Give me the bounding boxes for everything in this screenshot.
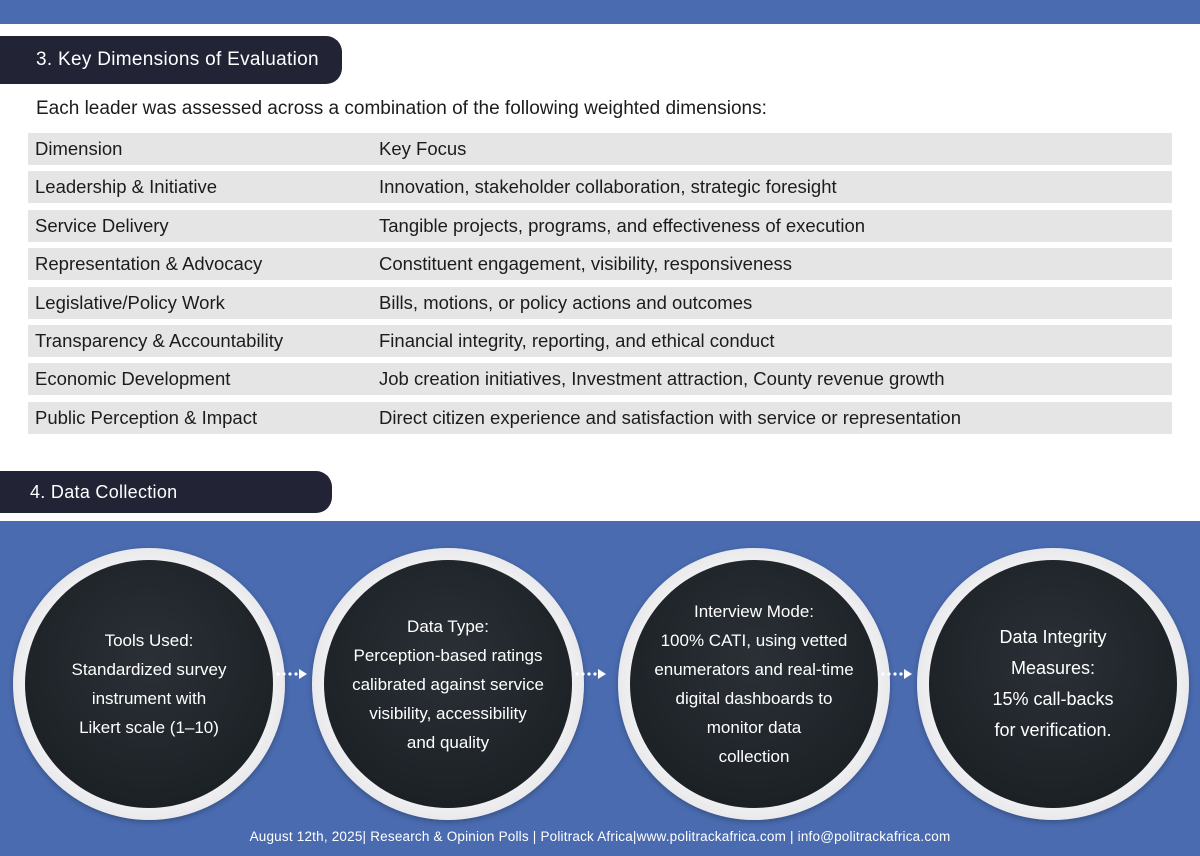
step-line: and quality <box>406 732 490 752</box>
step-line: digital dashboards to <box>675 689 833 708</box>
dimension-cell: Public Perception & Impact <box>35 406 258 428</box>
header-key-focus: Key Focus <box>379 138 467 159</box>
step-line: Tools Used: <box>104 631 194 650</box>
step-line: monitor data <box>706 718 802 737</box>
step-circle-interview-mode <box>618 548 890 820</box>
table-row <box>28 325 1172 357</box>
step-line: calibrated against service <box>352 674 544 694</box>
step-line: Data Integrity <box>999 627 1107 647</box>
table-header-row <box>28 133 1172 165</box>
step-line: Interview Mode: <box>694 602 814 621</box>
table-row <box>28 287 1172 319</box>
table-row <box>28 248 1172 280</box>
key-focus-cell: Tangible projects, programs, and effectiveness of execution <box>379 214 866 236</box>
key-focus-cell: Bills, motions, or policy actions and outcomes <box>379 291 753 313</box>
header-dimension: Dimension <box>35 138 123 159</box>
dimension-cell: Economic Development <box>35 368 231 390</box>
step-circle-inner <box>630 560 878 808</box>
section-3-header: 3. Key Dimensions of Evaluation <box>0 36 342 84</box>
step-line: Perception-based ratings <box>353 645 543 665</box>
step-line: enumerators and real-time <box>654 660 854 679</box>
step-circle-data-integrity <box>917 548 1189 820</box>
key-focus-cell: Financial integrity, reporting, and ethical conduct <box>379 329 775 351</box>
step-line: Data Type: <box>407 616 489 636</box>
dotted-arrow-icon <box>574 667 608 681</box>
step-circle-inner <box>929 560 1177 808</box>
step-text <box>39 626 259 742</box>
table-row <box>28 363 1172 395</box>
step-line: Measures: <box>1010 658 1096 678</box>
key-focus-cell: Innovation, stakeholder collaboration, strategic foresight <box>379 176 837 198</box>
step-line: 15% call-backs <box>992 689 1114 709</box>
table-row <box>28 402 1172 434</box>
key-focus-cell: Direct citizen experience and satisfaction with service or representation <box>379 406 962 428</box>
section-4-header: 4. Data Collection <box>0 471 332 513</box>
step-line: collection <box>718 747 790 766</box>
key-focus-cell: Constituent engagement, visibility, responsiveness <box>379 253 793 275</box>
key-focus-cell: Job creation initiatives, Investment attraction, County revenue growth <box>379 368 945 390</box>
step-line: Likert scale (1–10) <box>79 718 219 737</box>
step-circle-inner <box>25 560 273 808</box>
dimension-cell: Representation & Advocacy <box>35 253 263 275</box>
step-text <box>943 622 1163 746</box>
table-row <box>28 210 1172 242</box>
dimension-cell: Leadership & Initiative <box>35 176 218 198</box>
step-line: for verification. <box>994 720 1112 740</box>
dotted-arrow-icon <box>275 667 309 681</box>
dotted-arrow-icon <box>880 667 914 681</box>
step-circle-inner <box>324 560 572 808</box>
dimension-cell: Transparency & Accountability <box>35 329 284 351</box>
step-text <box>644 597 864 771</box>
step-line: 100% CATI, using vetted <box>660 631 848 650</box>
step-circle-tools <box>13 548 285 820</box>
step-text <box>338 612 558 757</box>
top-banner <box>0 0 1200 24</box>
step-circle-data-type <box>312 548 584 820</box>
page-footer: August 12th, 2025| Research & Opinion Polls | Politrack Africa|www.politrackafrica.com | info@politrackafrica.com <box>249 829 951 844</box>
dimension-cell: Service Delivery <box>35 214 169 236</box>
dimensions-table <box>28 133 1172 440</box>
step-line: instrument with <box>91 689 207 708</box>
table-row <box>28 171 1172 203</box>
step-line: Standardized survey <box>71 660 227 679</box>
intro-text: Each leader was assessed across a combination of the following weighted dimensions: <box>36 98 767 119</box>
step-line: visibility, accessibility <box>369 703 527 723</box>
dimension-cell: Legislative/Policy Work <box>35 291 225 313</box>
